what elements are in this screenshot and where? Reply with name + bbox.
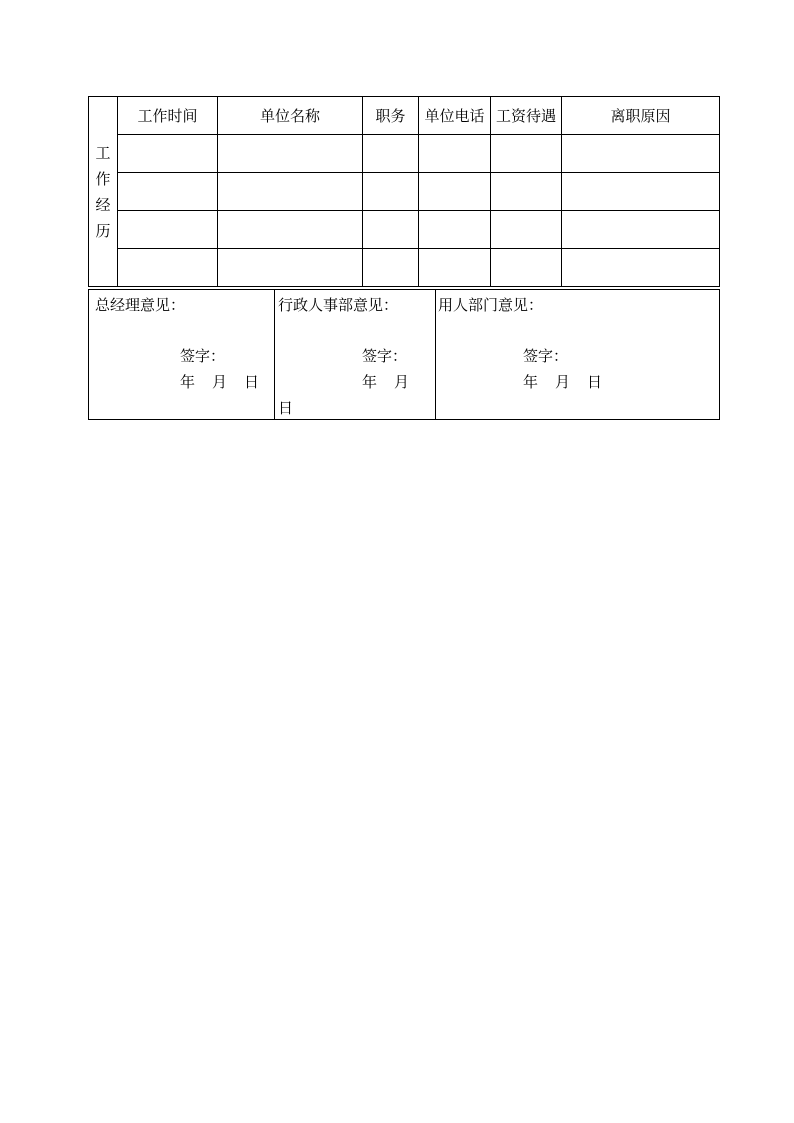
header-salary: 工资待遇 (491, 97, 562, 135)
work-experience-table (88, 96, 720, 287)
section-label-char: 经 (95, 195, 111, 214)
cell-leaving-reason[interactable] (562, 135, 720, 173)
date-line (362, 369, 409, 395)
cell-work-time[interactable] (118, 173, 218, 211)
table-row (89, 211, 720, 249)
table-header-row (89, 97, 720, 135)
table-row (89, 173, 720, 211)
month-label: 月 (394, 373, 410, 391)
month-label: 月 (212, 373, 228, 391)
cell-company-name[interactable] (218, 135, 363, 173)
hr-admin-opinion-label: 行政人事部意见： (278, 296, 399, 314)
cell-position[interactable] (363, 135, 419, 173)
cell-position[interactable] (363, 173, 419, 211)
section-label-char: 历 (95, 221, 111, 240)
work-experience-section-label (89, 97, 118, 287)
cell-salary[interactable] (491, 173, 562, 211)
opinions-table (88, 289, 720, 420)
table-row (89, 135, 720, 173)
header-position: 职务 (363, 97, 419, 135)
cell-position[interactable] (363, 249, 419, 287)
year-label: 年 (362, 373, 378, 391)
hiring-dept-opinion-box[interactable] (436, 290, 720, 420)
date-line (180, 369, 259, 395)
cell-work-time[interactable] (118, 249, 218, 287)
cell-leaving-reason[interactable] (562, 211, 720, 249)
cell-work-time[interactable] (118, 135, 218, 173)
cell-leaving-reason[interactable] (562, 173, 720, 211)
opinions-row (89, 290, 720, 420)
general-manager-opinion-box[interactable] (89, 290, 275, 420)
cell-salary[interactable] (491, 249, 562, 287)
cell-company-phone[interactable] (419, 211, 491, 249)
cell-company-phone[interactable] (419, 173, 491, 211)
date-line (523, 369, 602, 395)
cell-company-name[interactable] (218, 211, 363, 249)
section-label-char: 作 (95, 169, 111, 188)
cell-company-name[interactable] (218, 173, 363, 211)
cell-company-name[interactable] (218, 249, 363, 287)
header-leaving-reason: 离职原因 (562, 97, 720, 135)
hiring-dept-opinion-label: 用人部门意见： (438, 296, 544, 314)
general-manager-opinion-label: 总经理意见： (95, 296, 186, 314)
year-label: 年 (523, 373, 539, 391)
cell-company-phone[interactable] (419, 249, 491, 287)
cell-leaving-reason[interactable] (562, 249, 720, 287)
signature-label: 签字： (180, 347, 226, 365)
day-label: 日 (278, 399, 294, 417)
header-company-name: 单位名称 (218, 97, 363, 135)
cell-position[interactable] (363, 211, 419, 249)
cell-salary[interactable] (491, 135, 562, 173)
year-label: 年 (180, 373, 196, 391)
cell-salary[interactable] (491, 211, 562, 249)
day-label: 日 (587, 373, 603, 391)
signature-label: 签字： (523, 347, 569, 365)
month-label: 月 (555, 373, 571, 391)
day-label: 日 (244, 373, 260, 391)
table-row (89, 249, 720, 287)
cell-work-time[interactable] (118, 211, 218, 249)
hr-admin-opinion-box[interactable] (275, 290, 436, 420)
section-label-char: 工 (95, 143, 111, 162)
header-work-time: 工作时间 (118, 97, 218, 135)
cell-company-phone[interactable] (419, 135, 491, 173)
signature-label: 签字： (362, 347, 408, 365)
header-company-phone: 单位电话 (419, 97, 491, 135)
